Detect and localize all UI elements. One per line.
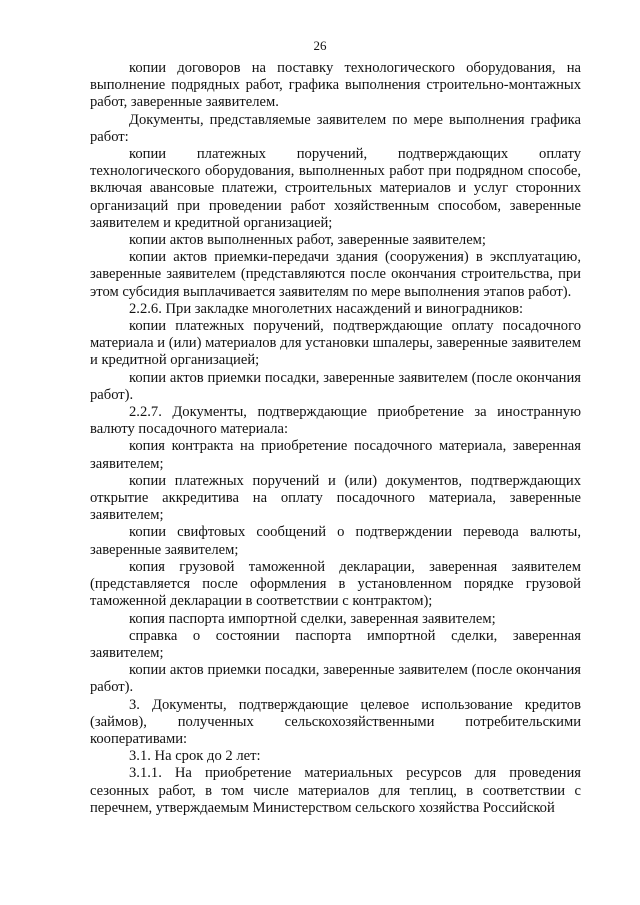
paragraph: копия контракта на приобретение посадочного материала, заверенная заявителем; <box>90 438 581 472</box>
page-number: 26 <box>313 38 327 53</box>
section-heading: 2.2.6. При закладке многолетних насаждений и виноградников: <box>129 300 524 317</box>
paragraph: копии актов приемки посадки, заверенные заявителем (после окончания работ). <box>90 369 581 403</box>
paragraph: копии актов приемки-передачи здания (сооружения) в эксплуатацию, заверенные заявителем (представляются после окончания строительства, при этом субсидия выплачивается заявителям по мере выполнения этапов работ). <box>90 249 581 300</box>
paragraph: копии актов приемки посадки, заверенные заявителем (после окончания работ). <box>90 662 581 696</box>
document-body <box>90 60 581 817</box>
paragraph: Документы, представляемые заявителем по мере выполнения графика работ: <box>90 111 581 145</box>
paragraph: копии договоров на поставку технологического оборудования, на выполнение подрядных работ, графика выполнения строительно-монтажных работ, заверенные заявителем. <box>90 60 581 111</box>
paragraph: копии свифтовых сообщений о подтверждении перевода валюты, заверенные заявителем; <box>90 524 581 558</box>
paragraph: копии платежных поручений, подтверждающие оплату посадочного материала и (или) материалов для установки шпалеры, заверенные заявителем и кредитной организацией; <box>90 318 581 369</box>
paragraph: копии платежных поручений и (или) документов, подтверждающих открытие аккредитива на оплату посадочного материала, заверенные заявителем; <box>90 472 581 524</box>
paragraph: копия паспорта импортной сделки, заверенная заявителем; <box>129 610 496 627</box>
paragraph: копии актов выполненных работ, заверенные заявителем; <box>129 232 486 249</box>
section-heading: 3.1. На срок до 2 лет: <box>129 748 261 765</box>
section-heading: 3. Документы, подтверждающие целевое использование кредитов (займов), полученных сельскохозяйственными потребительскими кооперативами: <box>90 696 581 747</box>
paragraph: копии платежных поручений, подтверждающих оплату технологического оборудования, выполненных работ при подрядном способе, включая авансовые платежи, строительных материалов и услуг сторонних организаций при проведении работ хозяйственным способом, заверенные заявителем и кредитной организацией; <box>90 146 581 231</box>
paragraph: справка о состоянии паспорта импортной сделки, заверенная заявителем; <box>90 627 581 661</box>
paragraph: 3.1.1. На приобретение материальных ресурсов для проведения сезонных работ, в том числе материалов для теплиц, в соответствии с перечнем, утверждаемым Министерством сельского хозяйства Российской <box>90 765 581 816</box>
paragraph: копия грузовой таможенной декларации, заверенная заявителем (представляется после оформления в установленном порядке грузовой таможенной декларации в соответствии с контрактом); <box>90 558 581 610</box>
section-heading: 2.2.7. Документы, подтверждающие приобретение за иностранную валюту посадочного материала: <box>90 404 581 438</box>
